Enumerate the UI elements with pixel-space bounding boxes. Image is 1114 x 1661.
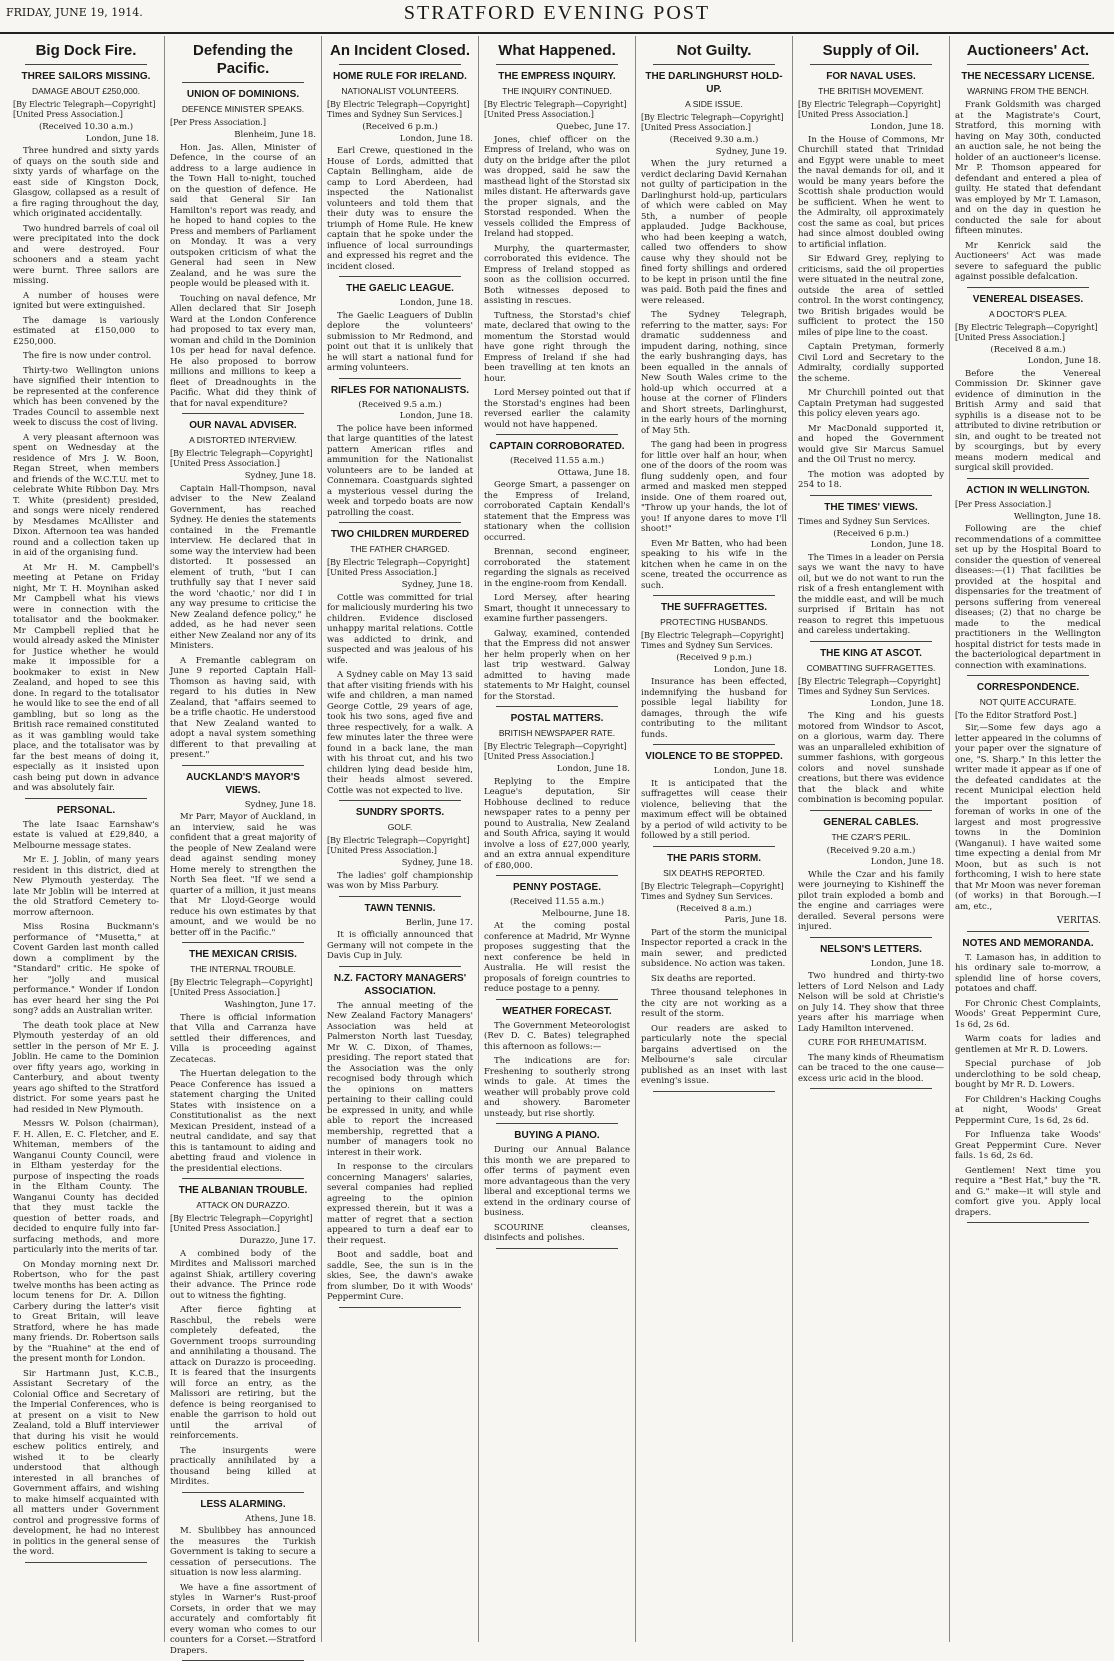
place-date: Blenheim, June 18. (234, 130, 316, 140)
article-paragraph: The Huertan delegation to the Peace Conference has issued a statement charging the United States with insistence on a Constitutionalist as the next Mexican President, instead of a neutral candidate, and say that this is tantamount to aiding and abetting fraud and violence in the presidential elections. (170, 1069, 316, 1174)
article-dateline: [By Electric Telegraph—Copyright] [United Press Association.] (13, 100, 156, 119)
section-rule (182, 1492, 304, 1493)
article-paragraph: In the House of Commons, Mr Churchill stated that Trinidad and Egypt were unable to meet the naval demands for oil, and it would be many years before the Scottish shale production would be sufficient. When he went to the Admiralty, oil approximately cost the same as coal, but prices had since almost doubled owing to artificial inflation. (798, 134, 944, 250)
article-paragraph: A combined body of the Mirdites and Malissori marched against Shiak, artillery covering their advance. The Prince rode out to witness the fighting. (170, 1248, 316, 1301)
article-section (955, 293, 1101, 474)
article-paragraph: The many kinds of Rheumatism can be traced to the one cause—excess uric acid in the blood. (798, 1052, 944, 1084)
article-paragraph: Captain Hall-Thompson, naval adviser to the New Zealand Government, has reached Sydney. He denies the statements contained in the Fremantle interview. He declared that in some way the interview had been distorted. It possessed an element of truth, "but I can truthfully say that I never said the word 'chaotic,' nor did I in any way presume to criticise the New Zealand defence policy," he added, as he had never seen either New Zealand nor any of its Ministers. (170, 483, 316, 651)
place-date: Durazzo, June 17. (239, 1236, 316, 1246)
received-time: (Received 9.5 a.m.) (358, 399, 442, 410)
article-paragraph: Before the Venereal Commission Dr. Skinner gave evidence of diminution in the British Army and said that syphilis is a disease not to be attributed to divine retribution or sin, and ought to be treated not by scourgings, but by every means modern medical and surgical skill provided. (955, 368, 1101, 473)
article-dateline: [Per Press Association.] (170, 118, 266, 127)
article-dateline: [By Electric Telegraph—Copyright] [United Press Association.] (484, 742, 627, 761)
section-heading: THE FATHER CHARGED. (350, 544, 450, 554)
column-headline: Auctioneers' Act. (966, 42, 1090, 59)
article-section (484, 881, 630, 995)
received-time: (Received 9.30 a.m.) (669, 135, 759, 145)
article-section (170, 419, 316, 761)
section-rule (810, 1088, 932, 1089)
section-heading: TAWN TENNIS. (364, 902, 436, 914)
article-paragraph: During our Annual Balance this month we are prepared to offer terms of payment even more advantageous than the very liberal and exceptional terms we extend in the ordinary course of business. (484, 1145, 630, 1218)
article-paragraph: CURE FOR RHEUMATISM. (808, 1038, 927, 1048)
article-section (170, 1498, 316, 1657)
place-date: Paris, June 18. (724, 915, 787, 925)
headline-rule (810, 64, 932, 65)
headline-rule (25, 64, 147, 65)
place-date: Berlin, June 17. (405, 917, 473, 928)
article-dateline: [By Electric Telegraph—Copyright] [United Press Association.] (170, 978, 313, 997)
section-heading: NOTES AND MEMORANDA. (962, 937, 1094, 949)
article-paragraph: The late Isaac Earnshaw's estate is valued at £29,840, a Melbourne message states. (13, 819, 159, 851)
article-section (955, 937, 1101, 1219)
article-section (955, 70, 1101, 283)
column-5 (635, 36, 792, 1642)
headline-rule (653, 64, 775, 65)
section-heading: CAPTAIN CORROBORATED. (489, 441, 625, 452)
section-heading: BUYING A PIANO. (514, 1130, 600, 1141)
place-date: London, June 18. (870, 540, 944, 550)
section-rule (810, 495, 932, 496)
section-rule (810, 641, 932, 642)
section-heading: NOT QUITE ACCURATE. (979, 697, 1077, 707)
column-headline: Big Dock Fire. (35, 42, 137, 59)
column-headline: Supply of Oil. (822, 42, 920, 59)
section-heading: CORRESPONDENCE. (976, 682, 1080, 693)
article-paragraph: Jones, chief officer on the Empress of Ireland, who was on duty on the bridge after the pilot was dropped, said he saw the masthead light of the Storstad six miles distant. He afterwards gave the proper signals, and the Storstad responded. When the vessels collided the Empress of Ireland had stopped. (484, 134, 631, 239)
place-date: Melbourne, June 18. (541, 908, 630, 919)
section-heading: PROTECTING HUSBANDS. (660, 617, 768, 627)
article-section (327, 972, 473, 1303)
article-dateline: [By Electric Telegraph—Copyright] Times and Sydney Sun Services. (641, 881, 784, 901)
article-paragraph: At the coming postal conference at Madrid, Mr Wynne proposes suggesting that the next conference be held in Australia. He will resist the proposals of foreign countries to reduce postage to a penny. (484, 921, 630, 994)
article-paragraph: When the jury returned a verdict declaring David Kernahan not guilty of participation in the Darlinghurst hold-up, particulars of which were cabled on May 5th, a number of people applauded. Judge Backhouse, who had been keeping a watch, called two offenders to show cause why they should not be fined forty shillings and ordered to be kept in prison until the fine was paid. Both paid the fines and were released. (641, 159, 787, 306)
article-paragraph: The damage is variously estimated at £150,000 to £250,000. (13, 315, 159, 347)
section-heading: THE KING AT ASCOT. (820, 647, 922, 659)
section-rule (339, 800, 461, 801)
article-section (955, 484, 1101, 672)
article-paragraph: The King and his guests motored from Windsor to Ascot, on a glorious, warm day. There was an unparalleled exhibition of summer fashions, with gorgeous colors and novel sunshade creations, but there was evidence that the black and white combination is becoming popular. (798, 711, 944, 805)
section-heading: THE NECESSARY LICENSE. (961, 71, 1095, 82)
article-section (641, 852, 787, 1087)
article-section (484, 712, 630, 871)
article-paragraph: For Children's Hacking Coughs at night, Woods' Great Peppermint Cure, 1s 6d, 2s 6d. (955, 1094, 1101, 1126)
article-paragraph: Our readers are asked to particularly note the special bargains advertised on the Melbourne's sale circular published as an inset with last evening's issue. (641, 1023, 787, 1086)
section-heading: THE DARLINGHURST HOLD-UP. (645, 71, 783, 95)
place-date: London, June 18. (870, 698, 944, 709)
section-rule (967, 1222, 1089, 1223)
article-paragraph: The fire is now under control. (23, 351, 152, 361)
column-headline: Not Guilty. (676, 42, 752, 59)
section-rule (25, 798, 147, 799)
article-paragraph: T. Lamason has, in addition to his ordinary sale to-morrow, a splendid line of horse covers, potatoes and chaff. (955, 952, 1101, 994)
section-rule (967, 287, 1089, 288)
section-rule (496, 999, 618, 1000)
article-paragraph: Mr MacDonald supported it, and hoped the Government would give Sir Marcus Samuel and the Oil Trust no mercy. (798, 423, 944, 465)
article-dateline: [By Electric Telegraph—Copyright] [United Press Association.] (170, 449, 313, 468)
newspaper-columns (8, 36, 1106, 1656)
received-time: (Received 11.55 a.m.) (509, 897, 605, 907)
section-heading: PENNY POSTAGE. (513, 882, 601, 893)
article-paragraph: Part of the storm the municipal Inspector reported a crack in the main sewer, and predicted subsidence. No action was taken. (641, 927, 787, 969)
article-paragraph: For Influenza take Woods' Great Peppermint Cure. Never fails. 1s 6d, 2s 6d. (955, 1130, 1101, 1161)
article-dateline: [By Electric Telegraph—Copyright] [United Press Association.] (484, 100, 627, 119)
article-paragraph: Thirty-two Wellington unions have signified their intention to be represented at the conference which has been convened by the Trades Council to assemble next week to discuss the cost of living. (13, 365, 159, 428)
section-heading: UNION OF DOMINIONS. (186, 89, 300, 100)
article-paragraph: Boot and saddle, boat and saddle, See, the sun is in the skies, See, the dawn's awake from slumber, Do it with Woods' Peppermint Cure. (327, 1250, 473, 1302)
section-heading: ACTION IN WELLINGTON. (966, 484, 1090, 496)
article-paragraph: In response to the circulars concerning Managers' salaries, several companies had replied agreeing to the opinion expressed therein, but it was a matter of regret that a section appeared to turn a deaf ear to their request. (327, 1162, 473, 1246)
article-paragraph: Tuftness, the Storstad's chief mate, declared that owing to the momentum the Storstad would have gone right through the Empress of Ireland if she had been travelling at ten knots an hour. (484, 310, 630, 384)
article-paragraph: Touching on naval defence, Mr Allen declared that Sir Joseph Ward at the London Conference had proposed to tax every man, woman and child in the Dominion 10s per head for naval defence. He also proposed to borrow millions and millions to keep a fleet of Dreadnoughts in the Pacific. What did they think of that for naval expenditure? (170, 293, 316, 409)
received-time: (Received 9.20 a.m.) (826, 845, 916, 856)
section-heading: AUCKLAND'S MAYOR'S VIEWS. (186, 771, 300, 796)
article-paragraph: Cottle was committed for trial for maliciously murdering his two children. Evidence disclosed unhappy marital relations. Cottle was addicted to drink, and suspected and was jealous of his wife. (327, 592, 473, 666)
section-heading: ATTACK ON DURAZZO. (196, 1200, 290, 1210)
section-heading: THE CZAR'S PERIL. (831, 831, 911, 842)
article-paragraph: The insurgents were practically annihilated by a thousand being killed at Mirdites. (170, 1445, 316, 1487)
section-heading: N.Z. FACTORY MANAGERS' ASSOCIATION. (333, 972, 467, 997)
section-heading: VENEREAL DISEASES. (972, 293, 1084, 305)
section-heading: DEFENCE MINISTER SPEAKS. (181, 104, 305, 114)
article-paragraph: M. Sbulibbey has announced the measures the Turkish Government is taking to secure a cessation of persecutions. The situation is now less alarming. (170, 1526, 316, 1578)
section-rule (25, 1562, 147, 1563)
section-rule (339, 276, 461, 277)
article-paragraph: Special purchase of job underclothing to be sold cheap, bought by Mr R. D. Lowers. (955, 1059, 1101, 1090)
article-paragraph: SCOURINE cleanses, disinfects and polishes. (484, 1222, 630, 1243)
article-dateline: Times and Sydney Sun Services. (798, 516, 930, 526)
article-section (327, 282, 473, 374)
article-paragraph: A number of houses were ignited but were extinguished. (13, 290, 159, 311)
article-paragraph: Hon. Jas. Allen, Minister of Defence, in the course of an address to a large audience in the Town Hall to-night, touched on the question of defence. He said that General Sir Ian Hamilton's report was ready, and he hoped to hand copies to the Press and members of Parliament on Monday. It was a very outspoken criticism of what the General had seen in New Zealand, and he was sure the people would be pleased with it. (170, 142, 316, 289)
article-paragraph: Murphy, the quartermaster, corroborated this evidence. The Empress of Ireland stopped as soon as the collision occurred. Both witnesses deposed to assisting in rescues. (484, 243, 630, 306)
place-date: Sydney, June 18. (401, 580, 473, 590)
article-section (327, 806, 473, 892)
headline-rule (496, 64, 618, 65)
column-3 (321, 36, 478, 1642)
section-heading: LESS ALARMING. (200, 1498, 286, 1510)
article-paragraph: Gentlemen! Next time you require a "Best Hat," buy the "R. and G." make—it will style and comfort give you. Apply local drapers. (955, 1165, 1101, 1218)
article-dateline: [By Electric Telegraph—Copyright] [United Press Association.] (327, 558, 470, 577)
article-paragraph: The Times in a leader on Persia says we want the navy to have oil, but we do not want to run the risk of a fresh entanglement with the middle east, and will be much surprised if Britain has not reason to regret this impetuous and careless undertaking. (798, 552, 945, 636)
place-date: London, June 18. (713, 766, 787, 776)
section-heading: THE GAELIC LEAGUE. (346, 283, 454, 294)
article-paragraph: The ladies' golf championship was won by Miss Parbury. (327, 870, 473, 891)
article-section (798, 501, 944, 637)
article-paragraph: The motion was adopted by 254 to 18. (798, 469, 944, 490)
article-section (484, 1129, 630, 1244)
section-heading: THE SUFFRAGETTES. (660, 602, 768, 613)
section-heading: GOLF. (387, 822, 413, 832)
section-heading: WARNING FROM THE BENCH. (967, 86, 1089, 96)
place-date: London, June 18. (1027, 356, 1101, 366)
article-paragraph: Captain Pretyman, formerly Civil Lord and Secretary to the Admiralty, cordially supported the scheme. (798, 342, 944, 384)
section-heading: TWO CHILDREN MURDERED (330, 529, 470, 540)
section-rule (967, 931, 1089, 932)
section-heading: PERSONAL. (56, 804, 116, 816)
section-rule (653, 846, 775, 847)
article-paragraph: The death took place at New Plymouth yesterday of an old settler in the person of Mr E. J. Joblin. He came to the Dominion over fifty years ago, working in Canterbury, and about twenty years ago shifted to the Stratford district. For some years past he had resided in New Plymouth. (13, 1020, 159, 1115)
section-heading: THE MEXICAN CRISIS. (189, 949, 297, 960)
article-paragraph: It is officially announced that Germany will not compete in the Davis Cup in July. (327, 930, 473, 961)
article-paragraph: It is anticipated that the suffragettes will cease their violence, believing that the maximum effect will be obtained by a period of wild activity to be followed by a still period. (641, 778, 787, 841)
place-date: London, June 18. (399, 133, 473, 144)
section-heading: THE ALBANIAN TROUBLE. (178, 1185, 308, 1196)
headline-rule (182, 82, 304, 83)
article-section (170, 1184, 316, 1488)
place-date: London, June 18. (399, 298, 473, 308)
column-headline: What Happened. (498, 42, 616, 59)
article-section (641, 750, 787, 842)
article-section (327, 528, 473, 796)
section-rule (653, 595, 775, 596)
article-paragraph: Three thousand telephones in the city are not working as a result of the storm. (641, 988, 787, 1019)
article-paragraph: George Smart, a passenger on the Empress of Ireland, corroborated Captain Kendall's statement that the Empress was stationary when the collision occurred. (484, 480, 630, 543)
section-rule (496, 1248, 618, 1249)
article-dateline: [By Electric Telegraph—Copyright] [United Press Association.] (327, 836, 470, 855)
section-heading: OUR NAVAL ADVISER. (189, 420, 297, 431)
article-paragraph: Mr Parr, Mayor of Auckland, in an interview, said he was confident that a great majority of the people of New Zealand were dead against sending money Home merely to strengthen the North Sea fleet. "If we send a quarter of a million, it just means that Mr Lloyd-George would reduce his own estimates by that amount, and we would be no better off in the Pacific." (170, 812, 316, 938)
article-paragraph: The Sydney Telegraph, referring to the matter, says: For dramatic suddenness and impudent daring, nothing, since the early bushranging days, has been equalled in the annals of New South Wales crime to the hold-up which occurred at a house at the corner of Flinders and Short streets, Darlinghurst, in the early hours of the morning of May 5th. (641, 310, 787, 436)
section-heading: FOR NAVAL USES. (826, 71, 916, 82)
article-paragraph: There is official information that Villa and Carranza have settled their differences, and Villa is proceeding against Zecatecas. (170, 1012, 316, 1065)
place-date: London, June 18. (870, 857, 944, 867)
article-paragraph: Frank Goldsmith was charged at the Magistrate's Court, Stratford, this morning with having on May 30th, conducted an auction sale, he not being the holder of an auctioneer's license. Mr P. Thomson appeared for defendant and entered a plea of guilty. He stated that defendant was employed by Mr T. Lamason, and on the day in question he conducted the sale for about fifteen minutes. (955, 100, 1101, 236)
article-paragraph: The Gaelic Leaguers of Dublin deplore the volunteers' submission to Mr Redmond, and point out that it is unlikely that he will start a national fund for arming volunteers. (327, 310, 473, 373)
letter-signature: VERITAS. (1056, 916, 1101, 926)
place-date: Sydney, June 19. (715, 146, 787, 157)
section-heading: GENERAL CABLES. (823, 816, 919, 828)
article-dateline: [By Electric Telegraph—Copyright] [United Press Association.] (170, 1214, 313, 1233)
section-rule (339, 966, 461, 967)
section-heading: SIX DEATHS REPORTED. (663, 867, 765, 878)
article-paragraph: For Chronic Chest Complaints, Woods' Great Peppermint Cure, 1s 6d, 2s 6d. (955, 998, 1101, 1030)
article-paragraph: The police have been informed that large quantities of the latest pattern American rifles and ammunition for the Nationalist volunteers are to be landed at Connemara. Coastguards sighted a mysterious vessel during the week and torpedo boats are now patrolling the coast. (327, 423, 473, 518)
place-date: London, June 18. (85, 133, 159, 144)
place-date: Wellington, June 18. (1013, 511, 1101, 522)
article-paragraph: Two hundred and thirty-two letters of Lord Nelson and Lady Nelson will be sold at Christie's on July 14. They show that three years after his marriage when Lady Hamilton intervened. (798, 971, 944, 1034)
article-paragraph: Six deaths are reported. (651, 973, 756, 984)
article-paragraph: The indications are for: Freshening to southerly strong winds to gale. At times the weather will probably prove cold and showery. Barometer unsteady, but rise shortly. (484, 1056, 630, 1119)
article-dateline: [By Electric Telegraph—Copyright] Times and Sydney Sun Services. (641, 631, 784, 650)
article-paragraph: Mr Kenrick said the Auctioneers' Act was made severe to safeguard the public against possible defalcation. (955, 240, 1101, 282)
issue-date: FRIDAY, JUNE 19, 1914. (6, 6, 143, 19)
column-7 (949, 36, 1106, 1642)
section-heading: NATIONALIST VOLUNTEERS. (341, 86, 459, 96)
section-rule (967, 478, 1089, 479)
article-paragraph: Warm coats for ladies and gentlemen at Mr R. D. Lowers. (955, 1034, 1101, 1055)
section-heading: THE PARIS STORM. (666, 852, 762, 864)
article-section (13, 70, 159, 794)
section-rule (496, 875, 618, 876)
article-paragraph: Lord Mersey, after hearing Smart, thought it unnecessary to examine further passengers. (484, 593, 630, 624)
headline-rule (967, 64, 1089, 65)
article-paragraph: Galway, examined, contended that the Empress did not answer her helm properly when on her last trip westward. Galway admitted to having made statements to Mr Haight, counsel for the Storstad. (484, 628, 630, 702)
section-rule (496, 706, 618, 707)
article-paragraph: Following are the chief recommendations of a committee set up by the Hospital Board to consider the question of venereal diseases:—(1) That facilities be provided at the hospital and dispensaries for the treatment of persons suffering from venereal diseases; (2) that no charge be made to the medical practitioners in the Wellington hospital district for tests made in the bacteriological department in connection with examinations. (955, 524, 1101, 671)
article-section (798, 647, 944, 806)
article-paragraph: Mr Churchill pointed out that Captain Pretyman had suggested this policy eleven years ago. (798, 388, 944, 419)
article-dateline: [To the Editor Stratford Post.] (955, 711, 1077, 720)
article-paragraph: On Monday morning next Dr. Robertson, who for the past twelve months has been acting as locum tenens for Dr. A. Dillon Carbery during the latter's visit to Great Britain, will leave Stratford, where he has made many friends. Dr. Robertson sails by the "Ruahine" at the end of the present month for London. (13, 1259, 159, 1364)
received-time: (Received 9 p.m.) (676, 653, 752, 663)
place-date: Sydney, June 18. (244, 471, 316, 481)
article-paragraph: Earl Crewe, questioned in the House of Lords, admitted that Captain Bellingham, aide de camp to Lord Aberdeen, had inspected the Nationalist volunteers and told them that their duty was to ensure the triumph of Home Rule. He knew captain that he spoke under the influence of local surroundings and expressed his regret and the incident closed. (327, 146, 473, 272)
article-section (484, 70, 630, 430)
article-paragraph: We have a fine assortment of styles in Warner's Rust-proof Corsets, in order that we may accurately and comfortably fit every woman who comes to our counters for a Corset.—Stratford Drapers. (170, 1582, 316, 1656)
article-paragraph: A Sydney cable on May 13 said that after visiting friends with his wife and children, a man named George Cottle, 29 years of age, took his two sons, aged five and three respectively, for a walk. A few minutes later the three were found in a back lane, the man with his throat cut, and his two children lying dead beside him, their heads almost severed. Cottle was not expected to live. (327, 670, 473, 796)
article-paragraph: Insurance has been effected, indemnifying the husband for possible legal liability for damages, through the wife contributing to the militant funds. (641, 677, 787, 740)
section-heading: RIFLES FOR NATIONALISTS. (330, 384, 470, 396)
article-paragraph: Messrs W. Polson (chairman), F. H. Allen, E. C. Fletcher, and E. Whiteman, members of the Wanganui County Council, were in Eltham yesterday for the purpose of inspecting the roads in the Eltham County. The Wanganui County has decided that they must tackle the question of better roads, and decided to enquire fully into far-surfacing methods, and more particularly into the merits of tar. (13, 1119, 159, 1255)
section-heading: THREE SAILORS MISSING. (21, 71, 151, 82)
article-paragraph: A very pleasant afternoon was spent on Wednesday at the residence of Mrs J. W. Boon, Regan Street, when members and friends of the W.C.T.U. met to celebrate White Ribbon Day. Mrs T. White (president) presided, and songs were nicely rendered by Mesdames McAllister and Dixon. Afternoon tea was handed round and a collection taken up in aid of the organising fund. (13, 432, 159, 558)
article-dateline: [By Electric Telegraph—Copyright] [United Press Association.] (641, 113, 784, 132)
section-rule (182, 413, 304, 414)
section-heading: BRITISH NEWSPAPER RATE. (498, 728, 616, 738)
section-rule (339, 522, 461, 523)
section-heading: POSTAL MATTERS. (510, 713, 604, 724)
article-paragraph: Sir Edward Grey, replying to criticisms, said the oil properties were situated in the neutral zone, outside the area of settled control. In the worst contingency, two British brigades would be sufficient to protect the 150 miles of pipe line to the coast. (798, 254, 944, 338)
section-heading: THE INTERNAL TROUBLE. (190, 964, 296, 974)
place-date: Athens, June 18. (245, 1513, 316, 1524)
section-rule (182, 1178, 304, 1179)
section-heading: A SIDE ISSUE. (685, 99, 743, 109)
section-rule (182, 942, 304, 943)
place-date: London, June 18. (399, 411, 473, 421)
place-date: Sydney, June 18. (401, 858, 473, 868)
article-paragraph: Replying to the Empire League's deputation, Sir Hobhouse declined to reduce newspaper rates to a penny per pound to Australia, New Zealand and South Africa, saying it would involve a loss of £27,000 yearly, and an extra annual expenditure of £80,000. (484, 776, 630, 871)
article-dateline: [By Electric Telegraph—Copyright] Times and Sydney Sun Services.] (327, 100, 470, 119)
article-section (798, 816, 944, 933)
article-section (484, 440, 630, 702)
article-paragraph: At Mr H. M. Campbell's meeting at Petane on Friday night, Mr T. H. Moynihan asked Mr Campbell what his views were in connection with the totalisator and the bookmaker. Mr Campbell replied that he would already asked the Minister for Justice whether he would make it impossible for a bookmaker to exist in New Zealand, and hoped to see this done. In regard to the totalisator he would like to see the end of all gambling, but so long as the British race remained constituted as it was gambling would take place, and the totalisator was by far the best means of doing it, especially as it insisted upon cash being put down in advance and was absolutely fair. (13, 562, 159, 793)
headline-rule (339, 64, 461, 65)
article-dateline: [By Electric Telegraph—Copyright] Times and Sydney Sun Services. (798, 676, 941, 696)
section-rule (653, 744, 775, 745)
article-paragraph: Sir Hartmann Just, K.C.B., Assistant Secretary of the Colonial Office and Secretary of the Imperial Conferences, who is at present on a visit to New Zealand, told a Bluff interviewer that during his visit he would eschew politics entirely, and wished it to be clearly understood that although interested in all branches of Government affairs, and wishing to make himself acquainted with all matters under Government control and progressive forms of development, he had no interest in politics in the general sense of the word. (13, 1368, 159, 1557)
article-paragraph: Mr E. J. Joblin, of many years resident in this district, died at New Plymouth yesterday. The late Mr Joblin will be interred at the old Stratford Cemetery to-morrow afternoon. (13, 855, 159, 918)
article-paragraph: The gang had been in progress for little over half an hour, when one of the doors of the room was flung suddenly open, and four armed and masked men stepped inside. One of them roared out, "Throw up your hands, the lot of you! If anyone dares to move I'll shoot!" (641, 440, 787, 534)
place-date: London, June 18. (556, 764, 630, 774)
article-section (327, 902, 473, 962)
section-heading: THE BRITISH MOVEMENT. (818, 86, 924, 96)
column-6 (792, 36, 949, 1642)
section-heading: SUNDRY SPORTS. (355, 807, 445, 818)
article-section (327, 70, 473, 272)
section-heading: A DOCTOR'S PLEA. (989, 308, 1067, 319)
section-rule (496, 434, 618, 435)
article-section (170, 88, 316, 409)
section-rule (810, 810, 932, 811)
masthead (0, 0, 1114, 34)
article-paragraph: Brennan, second engineer, corroborated the statement regarding the signals as received in the engine-room from Kendall. (484, 547, 630, 589)
column-1 (8, 36, 164, 1642)
article-paragraph: A Fremantle cablegram on June 9 reported Captain Hall-Thomson as having said, with regard to his duties in New Zealand, that "affairs seemed to be a trifle chaotic. He understood that New Zealand wanted to adopt a naval system something different to that prevailing at present." (170, 655, 316, 760)
received-time: (Received 11.55 a.m.) (509, 456, 605, 466)
article-section (327, 384, 473, 519)
section-rule (182, 765, 304, 766)
section-heading: HOME RULE FOR IRELAND. (333, 71, 467, 82)
article-paragraph: Lord Mersey pointed out that if the Storstad's engines had been reversed earlier the calamity would not have happened. (484, 388, 630, 430)
column-headline: Defending the Pacific. (193, 42, 293, 77)
place-date: Sydney, June 18. (244, 799, 316, 810)
section-heading: WEATHER FORECAST. (502, 1005, 612, 1017)
article-dateline: [By Electric Telegraph—Copyright] [United Press Association.] (798, 100, 941, 119)
article-section (170, 948, 316, 1174)
article-paragraph: The annual meeting of the New Zealand Factory Managers' Association was held at Palmerston North last Tuesday, Mr W. C. Dixon, of Thames, presiding. The report stated that the Association was the only recognised body through which the opinions on matters pertaining to their calling could be expressed in unity, and while able to report the increased membership, regretted that a number of managers took no interest in their work. (327, 1000, 473, 1158)
article-paragraph: After fierce fighting at Raschbul, the rebels were completely defeated, the Government troops surrounding and annihilating a thousand. The attack on Durazzo is proceeding. It is feared that the insurgents will force an entry, as the Malissori are retiring, but the defence is being reorganised to enable the garrison to hold out until the arrival of reinforcements. (170, 1305, 316, 1441)
place-date: London, June 18. (870, 122, 944, 132)
section-rule (653, 1091, 775, 1092)
article-section (170, 771, 316, 939)
article-paragraph: The Government Meteorologist (Rev D. C. Bates) telegraphed this afternoon as follows:— (484, 1020, 630, 1052)
section-heading: THE TIMES' VIEWS. (824, 501, 918, 513)
article-section (641, 70, 787, 591)
section-heading: VIOLENCE TO BE STOPPED. (645, 751, 783, 762)
section-heading: A DISTORTED INTERVIEW. (189, 435, 297, 445)
article-paragraph: Miss Rosina Buckmann's performance of "Musetta," at Covent Garden last month called down a compliment by the "Standard" critic. He spoke of her "jolly and musical performance." Wonder if London has ever heard her sing the Poi song? adds an Australian writer. (13, 922, 159, 1016)
article-paragraph: While the Czar and his family were journeying to Kishineff the pilot train exploded a bomb and the engine and carriages were derailed. Several persons were injured. (798, 869, 944, 932)
section-rule (339, 378, 461, 379)
section-heading: THE EMPRESS INQUIRY. (498, 71, 616, 82)
column-4 (478, 36, 635, 1642)
section-rule (339, 896, 461, 897)
article-section (798, 70, 944, 491)
received-time: (Received 8 a.m.) (676, 903, 752, 914)
section-rule (810, 937, 932, 938)
article-paragraph: Three hundred and sixty yards of quays on the south side and sixty yards of wharfage on the east side of Kingston Dock, Glasgow, collapsed as a result of a fire raging throughout the day, which originated accidentally. (13, 146, 159, 219)
article-section (798, 943, 944, 1085)
article-paragraph: Even Mr Batten, who had been speaking to his wife in the kitchen when he came in on the scene, treated the occurrence as such. (641, 538, 787, 591)
column-headline: An Incident Closed. (329, 42, 470, 59)
section-heading: THE INQUIRY CONTINUED. (502, 86, 612, 96)
article-section (13, 804, 159, 1558)
place-date: London, June 18. (713, 664, 787, 675)
article-section (641, 601, 787, 740)
article-section (955, 681, 1101, 927)
article-paragraph: Two hundred barrels of coal oil were precipitated into the dock and were destroyed. Four schooners and a steam yacht were burnt. Three sailors are missing. (13, 223, 159, 286)
received-time: (Received 10.30 a.m.) (38, 122, 134, 132)
section-heading: NELSON'S LETTERS. (820, 943, 922, 955)
received-time: (Received 6 p.m.) (362, 122, 438, 132)
section-rule (967, 675, 1089, 676)
place-date: Washington, June 17. (224, 1000, 316, 1010)
article-dateline: [Per Press Association.] (955, 499, 1051, 509)
article-dateline: [By Electric Telegraph—Copyright] [United Press Association.] (955, 322, 1098, 342)
article-paragraph: Sir,—Some few days ago a letter appeared in the columns of your paper over the signature of one, "S. Sharp." In this letter the writer made it appear as if one of the defeated candidates at the recent Municipal election held the important position of foreman of works in one of the largest and most progressive towns in the Dominion (Wanganui). I have waited some time expecting a denial from Mr Moon, but as such is not forthcoming, I wish to here state that Mr Moon was never foreman (of works) in that Borough.—I am, etc., (955, 723, 1101, 912)
received-time: (Received 8 a.m.) (990, 344, 1066, 355)
section-rule (496, 1123, 618, 1124)
section-rule (339, 1307, 461, 1308)
section-heading: COMBATTING SUFFRAGETTES. (806, 662, 936, 673)
section-heading: DAMAGE ABOUT £250,000. (31, 86, 141, 96)
received-time: (Received 6 p.m.) (833, 528, 909, 539)
place-date: Quebec, June 17. (556, 122, 630, 132)
place-date: London, June 18. (870, 958, 944, 969)
article-section (484, 1005, 630, 1120)
newspaper-title: STRATFORD EVENING POST (403, 2, 711, 24)
place-date: Ottawa, June 18. (557, 467, 630, 478)
column-2 (164, 36, 321, 1656)
